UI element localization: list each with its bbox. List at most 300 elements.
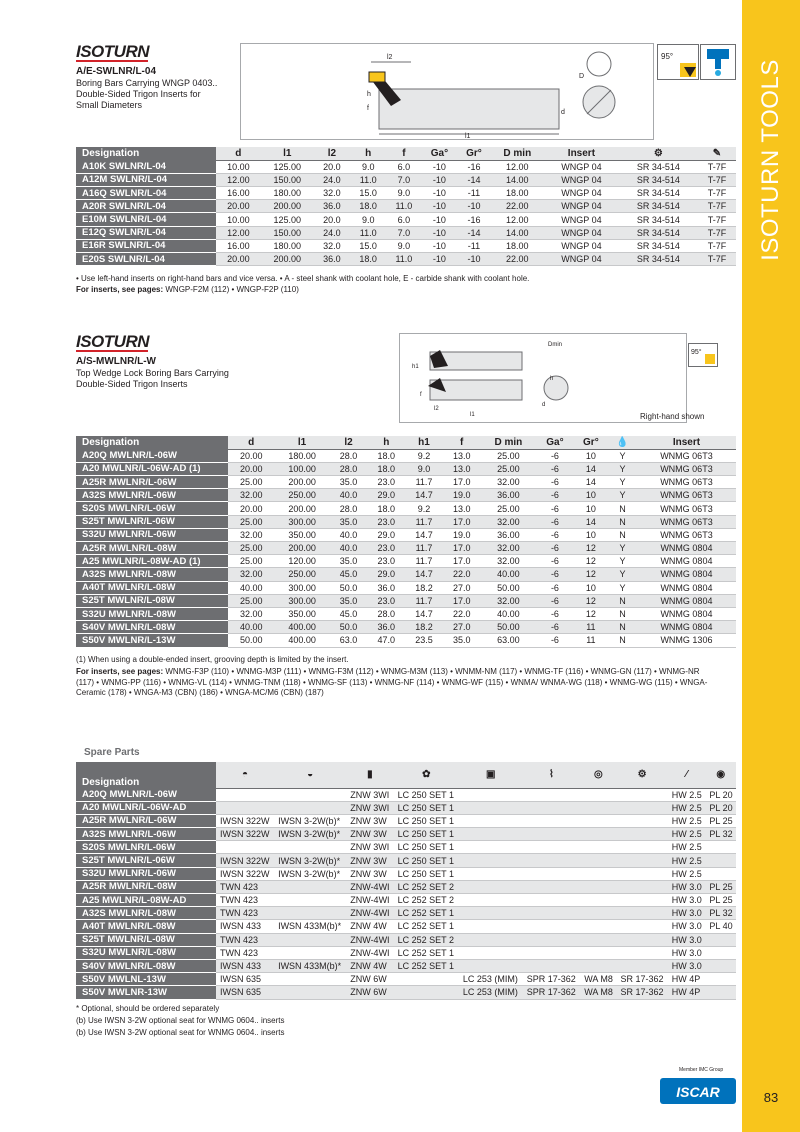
header-h: h <box>367 436 405 449</box>
table-cell <box>580 933 616 946</box>
table-cell: IWSN 433M(b)* <box>274 959 346 972</box>
table-cell <box>523 880 581 893</box>
table-cell: 32.00 <box>481 476 537 489</box>
table-cell: 9.2 <box>405 502 443 515</box>
table-cell: 13.0 <box>443 462 481 475</box>
header-designation: Designation <box>76 147 216 160</box>
seat-b-icon: ◒ <box>274 762 346 788</box>
table-cell: 32.00 <box>228 607 274 620</box>
table-cell <box>523 801 581 814</box>
table-row <box>76 502 736 515</box>
table-cell <box>216 801 274 814</box>
table-cell: 17.0 <box>443 542 481 555</box>
header-insert: Insert <box>544 147 619 160</box>
table-cell: 35.0 <box>443 634 481 647</box>
table-cell: -6 <box>536 528 573 541</box>
table-cell: LC 252 SET 1 <box>394 907 459 920</box>
table-row <box>76 253 736 266</box>
table-cell: 50.00 <box>481 581 537 594</box>
table-cell: 14 <box>574 515 608 528</box>
header-h: h <box>350 147 386 160</box>
table-cell: 24.0 <box>314 173 350 186</box>
row-designation: S20S MWLNR/L-06W <box>76 841 216 854</box>
row-designation: A25R MWLNR/L-06W <box>76 814 216 827</box>
table-cell <box>523 894 581 907</box>
row-designation: A32S MWLNR/L-06W <box>76 828 216 841</box>
table-cell: PL 25 <box>705 894 736 907</box>
table-spare-parts <box>76 762 736 1000</box>
washer-icon: ◎ <box>580 762 616 788</box>
table-cell: 11 <box>574 621 608 634</box>
table-cell: HW 2.5 <box>668 814 706 827</box>
table-cell: 14.7 <box>405 528 443 541</box>
table-row <box>76 814 736 827</box>
table-cell: -10 <box>457 253 490 266</box>
row-designation: S50V MWLNL-13W <box>76 973 216 986</box>
table-cell: Y <box>608 449 637 462</box>
svg-text:h1: h1 <box>412 364 419 370</box>
table-cell: IWSN 433 <box>216 959 274 972</box>
table-cell: -16 <box>457 160 490 173</box>
table-row <box>76 828 736 841</box>
table-cell: 19.0 <box>443 489 481 502</box>
table-cell: -11 <box>457 187 490 200</box>
table-cell: WNGP 04 <box>544 239 619 252</box>
table-cell: LC 252 SET 2 <box>394 933 459 946</box>
svg-text:95°: 95° <box>691 349 702 356</box>
table-cell: 25.00 <box>228 555 274 568</box>
table-cell <box>274 946 346 959</box>
row-designation: A12M SWLNR/L-04 <box>76 173 216 186</box>
table-cell: 250.00 <box>274 568 329 581</box>
table-cell <box>616 880 667 893</box>
isoturn-logo: ISOTURN <box>76 42 149 61</box>
table-cell: 200.00 <box>274 476 329 489</box>
table-cell: 36.00 <box>481 489 537 502</box>
table-cell: HW 2.5 <box>668 801 706 814</box>
table-cell: 9.0 <box>350 160 386 173</box>
table-cell: SR 17-362 <box>616 973 667 986</box>
header-l2: l2 <box>330 436 368 449</box>
table-cell: SR 34-514 <box>619 226 698 239</box>
table-cell: 13.0 <box>443 449 481 462</box>
table-cell: -6 <box>536 607 573 620</box>
table-cell: Y <box>608 489 637 502</box>
table-cell <box>459 814 523 827</box>
table-cell: 18.2 <box>405 581 443 594</box>
table-cell: 28.0 <box>367 607 405 620</box>
table-cell: 35.0 <box>330 515 368 528</box>
table-cell: 20.00 <box>228 462 274 475</box>
row-designation: S20S MWLNR/L-06W <box>76 502 228 515</box>
table-cell: -10 <box>457 200 490 213</box>
angle-icon <box>657 44 699 80</box>
table-cell <box>523 907 581 920</box>
table-cell: WNMG 0804 <box>637 555 736 568</box>
row-designation: S32U MWLNR/L-08W <box>76 607 228 620</box>
table-cell: 250.00 <box>274 489 329 502</box>
header-ga: Ga° <box>421 147 457 160</box>
table-cell: 23.5 <box>405 634 443 647</box>
row-designation: A32S MWLNR/L-06W <box>76 489 228 502</box>
spare-parts-title: Spare Parts <box>84 747 140 758</box>
table-row <box>76 449 736 462</box>
pin-icon: ▮ <box>346 762 393 788</box>
table-cell <box>616 788 667 801</box>
table-cell: 180.00 <box>261 187 314 200</box>
table-cell <box>705 959 736 972</box>
table-row <box>76 920 736 933</box>
tool-diagram <box>240 43 654 140</box>
table-row <box>76 462 736 475</box>
table-cell: 14.00 <box>491 173 545 186</box>
table-row <box>76 841 736 854</box>
table-mwlnr <box>76 436 736 648</box>
table-cell: 28.0 <box>330 462 368 475</box>
table-cell <box>616 907 667 920</box>
table-cell: 11.7 <box>405 515 443 528</box>
table-cell: 16.00 <box>216 239 261 252</box>
table-cell <box>616 801 667 814</box>
table-cell: 11.7 <box>405 594 443 607</box>
table-cell: 350.00 <box>274 607 329 620</box>
table-cell <box>274 973 346 986</box>
svg-text:h: h <box>550 376 554 382</box>
product-description: Top Wedge Lock Boring Bars Carrying Double-Sided Trigon Inserts <box>76 368 229 389</box>
product-code: A/E-SWLNR/L-04 <box>76 66 156 77</box>
table-cell <box>274 788 346 801</box>
row-designation: A32S MWLNR/L-08W <box>76 568 228 581</box>
table-cell <box>580 841 616 854</box>
table-cell: HW 3.0 <box>668 880 706 893</box>
table-cell: -10 <box>421 239 457 252</box>
header-gr: Gr° <box>457 147 490 160</box>
table-cell: TWN 423 <box>216 933 274 946</box>
table-cell: 300.00 <box>274 581 329 594</box>
table-cell: 18.00 <box>491 239 545 252</box>
table-cell: 50.00 <box>481 621 537 634</box>
table-cell: 40.0 <box>330 542 368 555</box>
table-cell <box>523 946 581 959</box>
table-cell: 15.0 <box>350 239 386 252</box>
table-row <box>76 239 736 252</box>
table-cell: IWSN 3-2W(b)* <box>274 828 346 841</box>
table-cell: 36.0 <box>314 253 350 266</box>
table-row <box>76 568 736 581</box>
table-cell: ZNW 4W <box>346 959 393 972</box>
table-cell: HW 2.5 <box>668 854 706 867</box>
table-cell <box>459 907 523 920</box>
table-cell: Y <box>608 581 637 594</box>
table-cell: 17.0 <box>443 594 481 607</box>
table-cell: ZNW 6W <box>346 986 393 999</box>
table-cell <box>705 841 736 854</box>
table-cell: HW 4P <box>668 973 706 986</box>
table-cell <box>274 907 346 920</box>
table-cell: 25.00 <box>228 542 274 555</box>
table-cell: 400.00 <box>274 621 329 634</box>
table-cell: 35.0 <box>330 594 368 607</box>
table-cell: 11.0 <box>350 173 386 186</box>
table-cell: 200.00 <box>274 542 329 555</box>
table-cell: LC 252 SET 2 <box>394 880 459 893</box>
table-cell: WNMG 06T3 <box>637 489 736 502</box>
row-designation: A20 MWLNR/L-06W-AD <box>76 801 216 814</box>
table-cell: 18.00 <box>491 187 545 200</box>
table-cell: T-7F <box>698 160 736 173</box>
table-cell: 20.00 <box>228 449 274 462</box>
svg-text:l1: l1 <box>470 412 475 418</box>
table-cell: -6 <box>536 542 573 555</box>
table-cell: 23.0 <box>367 515 405 528</box>
table-swlnr <box>76 147 736 266</box>
table-row <box>76 621 736 634</box>
table-cell <box>459 867 523 880</box>
row-designation: S25T MWLNR/L-06W <box>76 854 216 867</box>
table-cell <box>705 986 736 999</box>
table-cell: T-7F <box>698 173 736 186</box>
table-cell: SR 34-514 <box>619 253 698 266</box>
table-row <box>76 959 736 972</box>
table-cell: WNMG 0804 <box>637 568 736 581</box>
table-cell <box>705 933 736 946</box>
table-row <box>76 933 736 946</box>
header-l1: l1 <box>274 436 329 449</box>
table-cell: 7.0 <box>386 173 421 186</box>
table-cell: 12 <box>574 555 608 568</box>
key-icon: ⁄ <box>668 762 706 788</box>
table-cell: 40.0 <box>330 528 368 541</box>
table-cell: 12.00 <box>491 213 545 226</box>
row-designation: A20R SWLNR/L-04 <box>76 200 216 213</box>
table-cell: IWSN 3-2W(b)* <box>274 854 346 867</box>
table-cell <box>523 933 581 946</box>
table-cell: WNMG 06T3 <box>637 528 736 541</box>
table-cell: WNGP 04 <box>544 187 619 200</box>
table-cell <box>394 973 459 986</box>
table-cell: 36.00 <box>481 528 537 541</box>
table-cell <box>216 841 274 854</box>
table-cell: ZNW-4WI <box>346 907 393 920</box>
row-designation: S40V MWLNR/L-08W <box>76 621 228 634</box>
table-cell <box>274 894 346 907</box>
table-cell <box>523 788 581 801</box>
table-cell <box>580 814 616 827</box>
table-cell: 32.00 <box>228 489 274 502</box>
table-cell <box>523 920 581 933</box>
table-cell: 18.0 <box>367 462 405 475</box>
table-cell: 36.0 <box>367 581 405 594</box>
table-cell: T-7F <box>698 200 736 213</box>
table-cell: -6 <box>536 568 573 581</box>
table-cell: 17.0 <box>443 515 481 528</box>
table-row <box>76 867 736 880</box>
table-cell: 14 <box>574 476 608 489</box>
table-cell <box>459 933 523 946</box>
table-cell: -6 <box>536 502 573 515</box>
row-designation: E12Q SWLNR/L-04 <box>76 226 216 239</box>
table-cell: LC 250 SET 1 <box>394 828 459 841</box>
table-cell: 14.00 <box>491 226 545 239</box>
table-cell: 15.0 <box>350 187 386 200</box>
table-cell <box>580 920 616 933</box>
member-imc-label: Member IMC Group <box>679 1067 724 1073</box>
table-cell: 40.00 <box>481 607 537 620</box>
table-cell: 18.0 <box>350 253 386 266</box>
table-cell: WNGP 04 <box>544 226 619 239</box>
isoturn-logo: ISOTURN <box>76 332 149 351</box>
table-row <box>76 476 736 489</box>
table-cell: 18.0 <box>350 200 386 213</box>
table-cell: 12 <box>574 607 608 620</box>
table-cell: -10 <box>421 160 457 173</box>
table-cell: 11.0 <box>386 253 421 266</box>
table-cell: N <box>608 607 637 620</box>
table-cell: HW 4P <box>668 986 706 999</box>
table-cell: 27.0 <box>443 621 481 634</box>
table-cell: WNMG 1306 <box>637 634 736 647</box>
table-cell: ZNW 3WI <box>346 788 393 801</box>
table-cell: ZNW-4WI <box>346 946 393 959</box>
table-cell: ZNW-4WI <box>346 894 393 907</box>
table-cell: -14 <box>457 226 490 239</box>
table-cell: 32.00 <box>481 542 537 555</box>
table-cell: PL 32 <box>705 828 736 841</box>
table-cell: ZNW-4WI <box>346 933 393 946</box>
table-cell: 17.0 <box>443 476 481 489</box>
header-gr: Gr° <box>574 436 608 449</box>
table-cell <box>523 867 581 880</box>
header-f: f <box>386 147 421 160</box>
table-cell: SR 34-514 <box>619 239 698 252</box>
table-cell: HW 2.5 <box>668 828 706 841</box>
table-cell: 25.00 <box>481 462 537 475</box>
row-designation: S50V MWLNR-13W <box>76 986 216 999</box>
table-row <box>76 801 736 814</box>
table-cell <box>459 959 523 972</box>
table-cell: WNMG 06T3 <box>637 449 736 462</box>
table-row <box>76 226 736 239</box>
table-row <box>76 594 736 607</box>
table-cell: T-7F <box>698 226 736 239</box>
table-cell: 45.0 <box>330 607 368 620</box>
table-cell: 10 <box>574 449 608 462</box>
table-row <box>76 634 736 647</box>
table-cell: 12.00 <box>491 160 545 173</box>
note: * Optional, should be ordered separately <box>76 1004 220 1013</box>
table-cell: HW 2.5 <box>668 788 706 801</box>
table-cell: LC 252 SET 2 <box>394 894 459 907</box>
table-cell: 35.0 <box>330 476 368 489</box>
table-row <box>76 907 736 920</box>
table-cell: 7.0 <box>386 226 421 239</box>
table-cell: 17.0 <box>443 555 481 568</box>
row-designation: A40T MWLNR/L-08W <box>76 920 216 933</box>
table-cell: LC 250 SET 1 <box>394 854 459 867</box>
table-row <box>76 986 736 999</box>
table-cell: -10 <box>421 187 457 200</box>
table-cell: 25.00 <box>228 476 274 489</box>
table-cell: 350.00 <box>274 528 329 541</box>
table-cell <box>616 946 667 959</box>
row-designation: A16Q SWLNR/L-04 <box>76 187 216 200</box>
header-dmin: D min <box>491 147 545 160</box>
table-cell: -10 <box>421 200 457 213</box>
table-cell <box>459 854 523 867</box>
svg-text:f: f <box>367 105 369 112</box>
table-cell <box>580 828 616 841</box>
table-cell: 9.0 <box>405 462 443 475</box>
table-cell <box>705 973 736 986</box>
table-cell <box>523 814 581 827</box>
table-cell: LC 250 SET 1 <box>394 841 459 854</box>
header-f: f <box>443 436 481 449</box>
table-cell: 14.7 <box>405 568 443 581</box>
table-cell <box>459 828 523 841</box>
header-l1: l1 <box>261 147 314 160</box>
table-cell: IWSN 433M(b)* <box>274 920 346 933</box>
table-cell: 200.00 <box>261 200 314 213</box>
row-designation: S25T MWLNR/L-06W <box>76 515 228 528</box>
table-cell: 11 <box>574 634 608 647</box>
table-cell: -14 <box>457 173 490 186</box>
table-cell: SPR 17-362 <box>523 973 581 986</box>
table-cell: PL 20 <box>705 788 736 801</box>
table-cell: PL 20 <box>705 801 736 814</box>
table-cell: LC 250 SET 1 <box>394 788 459 801</box>
table-cell: HW 3.0 <box>668 894 706 907</box>
table-cell: 32.00 <box>481 594 537 607</box>
iscar-logo <box>660 1074 736 1108</box>
table-cell: -6 <box>536 515 573 528</box>
table-cell: WNGP 04 <box>544 200 619 213</box>
table-cell <box>580 959 616 972</box>
table-cell: 20.0 <box>314 160 350 173</box>
svg-text:ISCAR: ISCAR <box>676 1084 720 1100</box>
table-row <box>76 515 736 528</box>
table-cell: 14.7 <box>405 489 443 502</box>
table-cell <box>580 946 616 959</box>
table-row <box>76 854 736 867</box>
table-cell: 9.2 <box>405 449 443 462</box>
table-cell: Y <box>608 555 637 568</box>
table-cell: -6 <box>536 449 573 462</box>
table-cell: N <box>608 621 637 634</box>
angle-icon <box>688 343 718 367</box>
header-l2: l2 <box>314 147 350 160</box>
svg-text:l2: l2 <box>434 406 439 412</box>
table-cell: HW 3.0 <box>668 920 706 933</box>
table-cell: WNMG 06T3 <box>637 476 736 489</box>
table-cell <box>274 986 346 999</box>
table-cell: 10.00 <box>216 213 261 226</box>
table-cell <box>459 894 523 907</box>
table-cell: 9.0 <box>350 213 386 226</box>
table-cell: 40.00 <box>481 568 537 581</box>
table-cell: IWSN 3-2W(b)* <box>274 867 346 880</box>
table-cell: LC 253 (MIM) <box>459 973 523 986</box>
table-cell: 11.0 <box>386 200 421 213</box>
table-cell: 12.00 <box>216 173 261 186</box>
table-cell: 11.7 <box>405 476 443 489</box>
table-cell: WNMG 06T3 <box>637 502 736 515</box>
table-cell <box>459 880 523 893</box>
table-cell: WNMG 06T3 <box>637 462 736 475</box>
svg-text:D: D <box>579 73 585 80</box>
table-cell: HW 3.0 <box>668 959 706 972</box>
row-designation: S32U MWLNR/L-06W <box>76 867 216 880</box>
spring-icon: ⌇ <box>523 762 581 788</box>
